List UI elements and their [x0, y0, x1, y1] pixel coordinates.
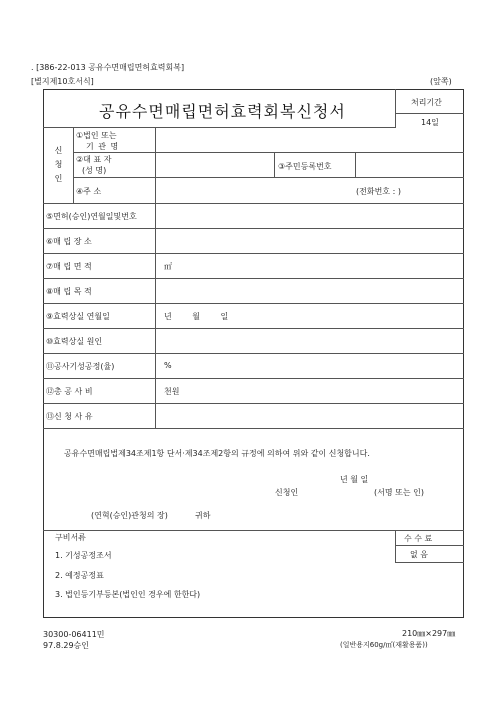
row-label-reason: ⑬신 청 사 유 [46, 412, 93, 421]
fee-value: 없 음 [410, 550, 428, 559]
declaration-date: 년 월 일 [340, 475, 369, 484]
representative-label: ②대 표 자 [76, 155, 112, 164]
form-number: [별지제10호서식] [31, 77, 94, 86]
required-documents-label: 구비서류 [55, 533, 86, 542]
applicant-signature-label: 신청인 [275, 488, 299, 497]
form-title: 공유수면매립면허효력회복신청서 [99, 102, 346, 121]
declaration-text: 공유수면매립법제34조제1항 단서·제34조제2항의 규정에 의하여 위와 같이 신청합니다. [64, 449, 370, 458]
resident-number-label: ③주민등록번호 [278, 162, 332, 171]
row-value-area-unit: ㎡ [164, 262, 172, 271]
row-label-total-cost: ⑫총 공 사 비 [46, 387, 93, 396]
row-label-progress-rate: ⑪공사기성공정(율) [46, 362, 115, 371]
approval-date: 97.8.29승인 [43, 641, 89, 650]
row-label-purpose: ⑧매 립 목 적 [46, 287, 92, 296]
form-code: 30300-06411민 [43, 630, 105, 639]
required-document-item: 3. 법인등기부등본(법인인 경우에 한한다) [55, 590, 201, 599]
row-label-location: ⑥매 립 장 소 [46, 237, 92, 246]
signature-or-seal: (서명 또는 인) [374, 488, 424, 497]
applicant-group-label: 신청인 [54, 146, 63, 188]
recipient-honorific: 귀하 [195, 511, 211, 520]
row-value-progress-rate-unit: % [164, 361, 172, 370]
processing-period-label: 처리기간 [411, 98, 442, 107]
document-code: . [386-22-013 공유수면매립면허효력회복] [31, 63, 185, 72]
required-document-item: 2. 예정공정표 [55, 571, 104, 580]
address-label: ④주 소 [76, 187, 102, 196]
page-side-label: (앞쪽) [430, 77, 452, 86]
org-name-label: ①법인 또는 [76, 131, 117, 140]
row-label-license-date: ⑤면허(승인)연월일및번호 [46, 212, 137, 221]
fee-label: 수 수 료 [404, 534, 433, 543]
representative-name-label: (성 명) [82, 166, 107, 175]
paper-size: 210㎜×297㎜ [402, 629, 456, 638]
paper-type: (일반용지60g/㎡(재활용품)) [340, 641, 428, 649]
row-value-total-cost-unit: 천원 [164, 387, 180, 396]
row-value-expiry-date: 년 월 일 [164, 312, 229, 321]
row-label-expiry-date: ⑨효력상실 연월일 [46, 312, 110, 321]
recipient-authority: (연혁(승인)관청의 장) [91, 511, 168, 520]
org-name-label-2: 기 관 명 [86, 142, 120, 151]
required-document-item: 1. 기성공정조서 [55, 551, 112, 560]
phone-label: (전화번호 : ) [356, 187, 401, 196]
row-label-expiry-cause: ⑩효력상실 원인 [46, 337, 103, 346]
row-label-area: ⑦매 립 면 적 [46, 262, 92, 271]
processing-period-value: 14일 [421, 118, 439, 127]
